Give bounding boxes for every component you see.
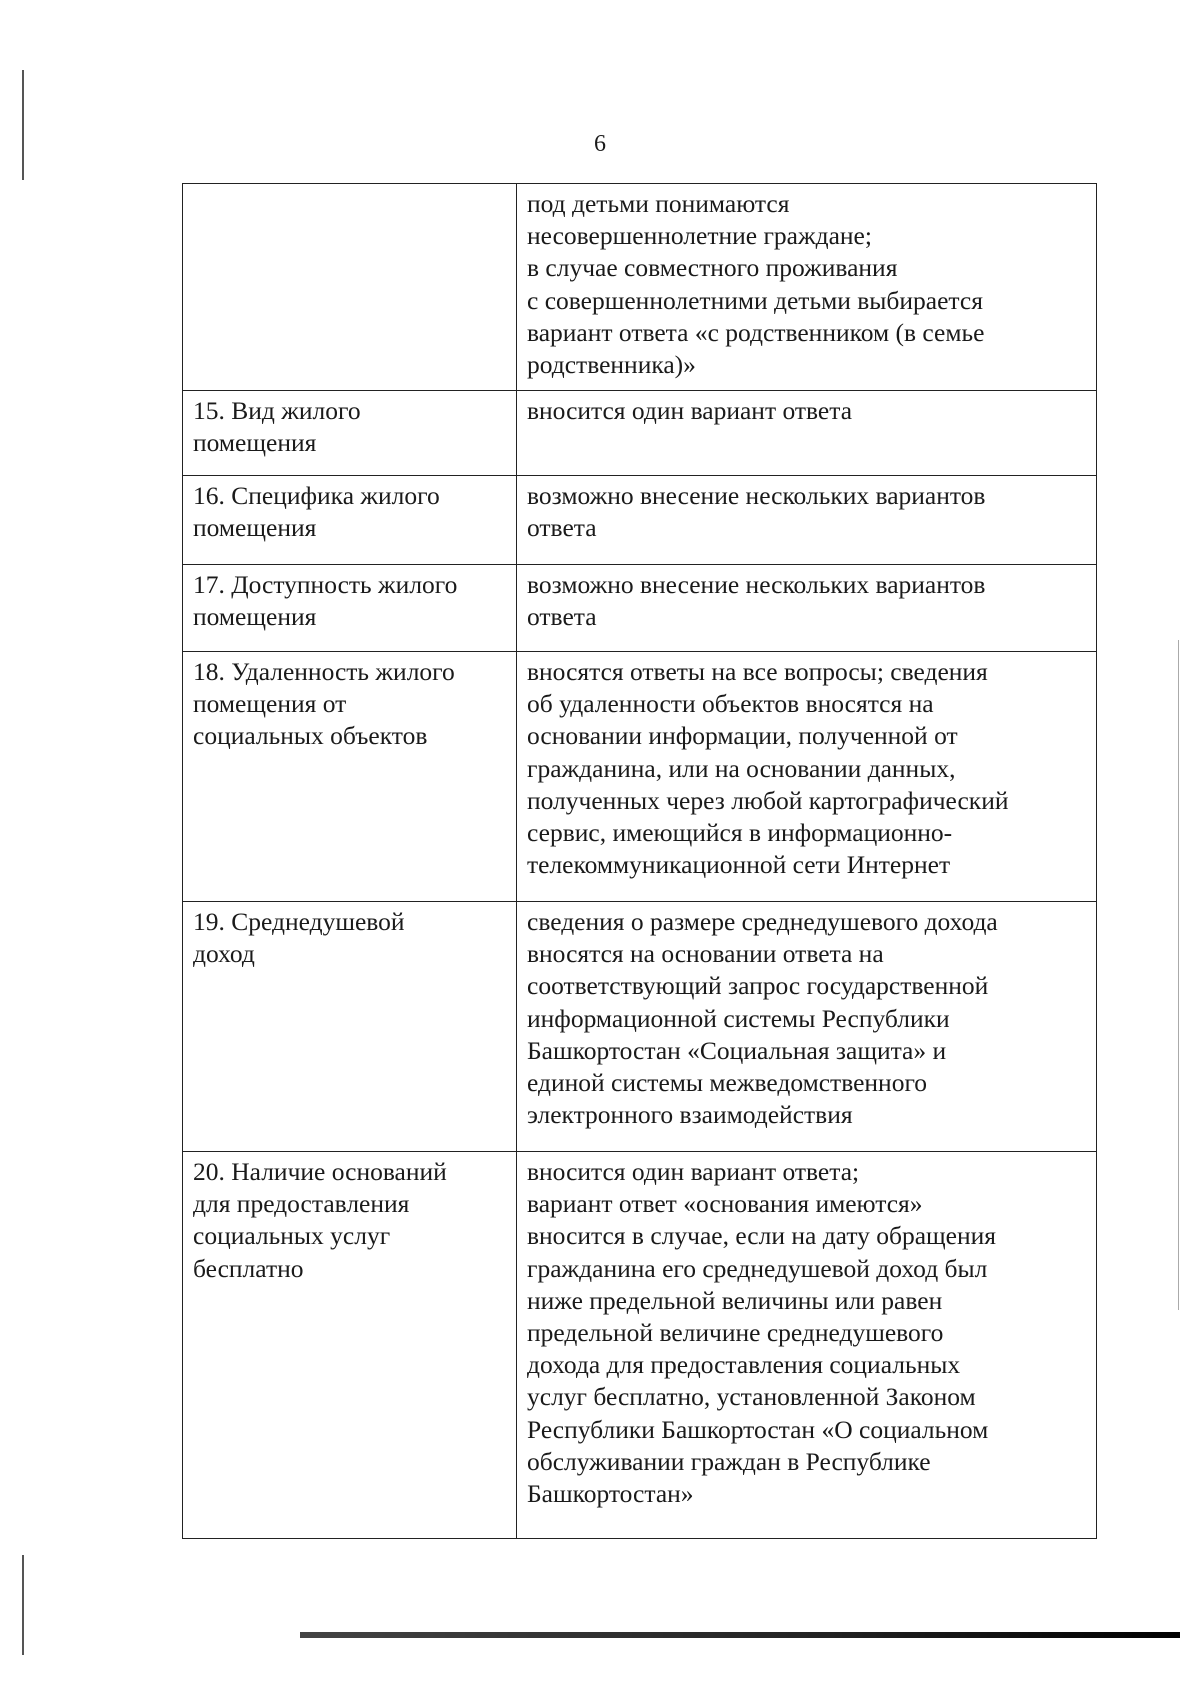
field-note-cell: возможно внесение нескольких вариантов ответа bbox=[517, 565, 1097, 652]
field-note-cell: вносятся ответы на все вопросы; сведения об удаленности объектов вносятся на основании информации, полученной от гражданина, или на основании данных, полученных через любой картографический сервис, имеющийся в информационно- телекоммуникационной сети Интернет bbox=[517, 652, 1097, 902]
field-name-cell: 17. Доступность жилого помещения bbox=[183, 565, 517, 652]
scan-mark-left-bottom bbox=[22, 1555, 24, 1655]
table-row bbox=[183, 476, 1097, 565]
field-name-cell: 20. Наличие оснований для предоставления социальных услуг бесплатно bbox=[183, 1152, 517, 1539]
table-row bbox=[183, 1152, 1097, 1539]
field-note-cell: сведения о размере среднедушевого дохода вносятся на основании ответа на соответствующий запрос государственной информационной системы Республики Башкортостан «Социальная защита» и единой системы межведомственного электронного взаимодействия bbox=[517, 902, 1097, 1152]
field-note-cell: вносится один вариант ответа; вариант ответ «основания имеются» вносится в случае, если на дату обращения гражданина его среднедушевой доход был ниже предельной величины или равен предельной величине среднедушевого дохода для предоставления социальных услуг бесплатно, установленной Законом Республики Башкортостан «О социальном обслуживании граждан в Республике Башкортостан» bbox=[517, 1152, 1097, 1539]
scan-mark-right bbox=[1178, 640, 1179, 1310]
field-name-cell bbox=[183, 184, 517, 391]
field-note-cell: вносится один вариант ответа bbox=[517, 391, 1097, 476]
table-row bbox=[183, 565, 1097, 652]
fields-table bbox=[182, 183, 1097, 1539]
field-note-cell: под детьми понимаются несовершеннолетние граждане; в случае совместного проживания с совершеннолетними детьми выбирается вариант ответа «с родственником (в семье родственника)» bbox=[517, 184, 1097, 391]
table-row bbox=[183, 184, 1097, 391]
field-name-cell: 18. Удаленность жилого помещения от социальных объектов bbox=[183, 652, 517, 902]
field-name-cell: 16. Специфика жилого помещения bbox=[183, 476, 517, 565]
scan-mark-left-top bbox=[22, 70, 24, 180]
field-name-cell: 15. Вид жилого помещения bbox=[183, 391, 517, 476]
page-number: 6 bbox=[594, 131, 606, 157]
bottom-rule bbox=[300, 1632, 1180, 1638]
table-row bbox=[183, 391, 1097, 476]
table-row bbox=[183, 902, 1097, 1152]
table-row bbox=[183, 652, 1097, 902]
field-note-cell: возможно внесение нескольких вариантов ответа bbox=[517, 476, 1097, 565]
field-name-cell: 19. Среднедушевой доход bbox=[183, 902, 517, 1152]
